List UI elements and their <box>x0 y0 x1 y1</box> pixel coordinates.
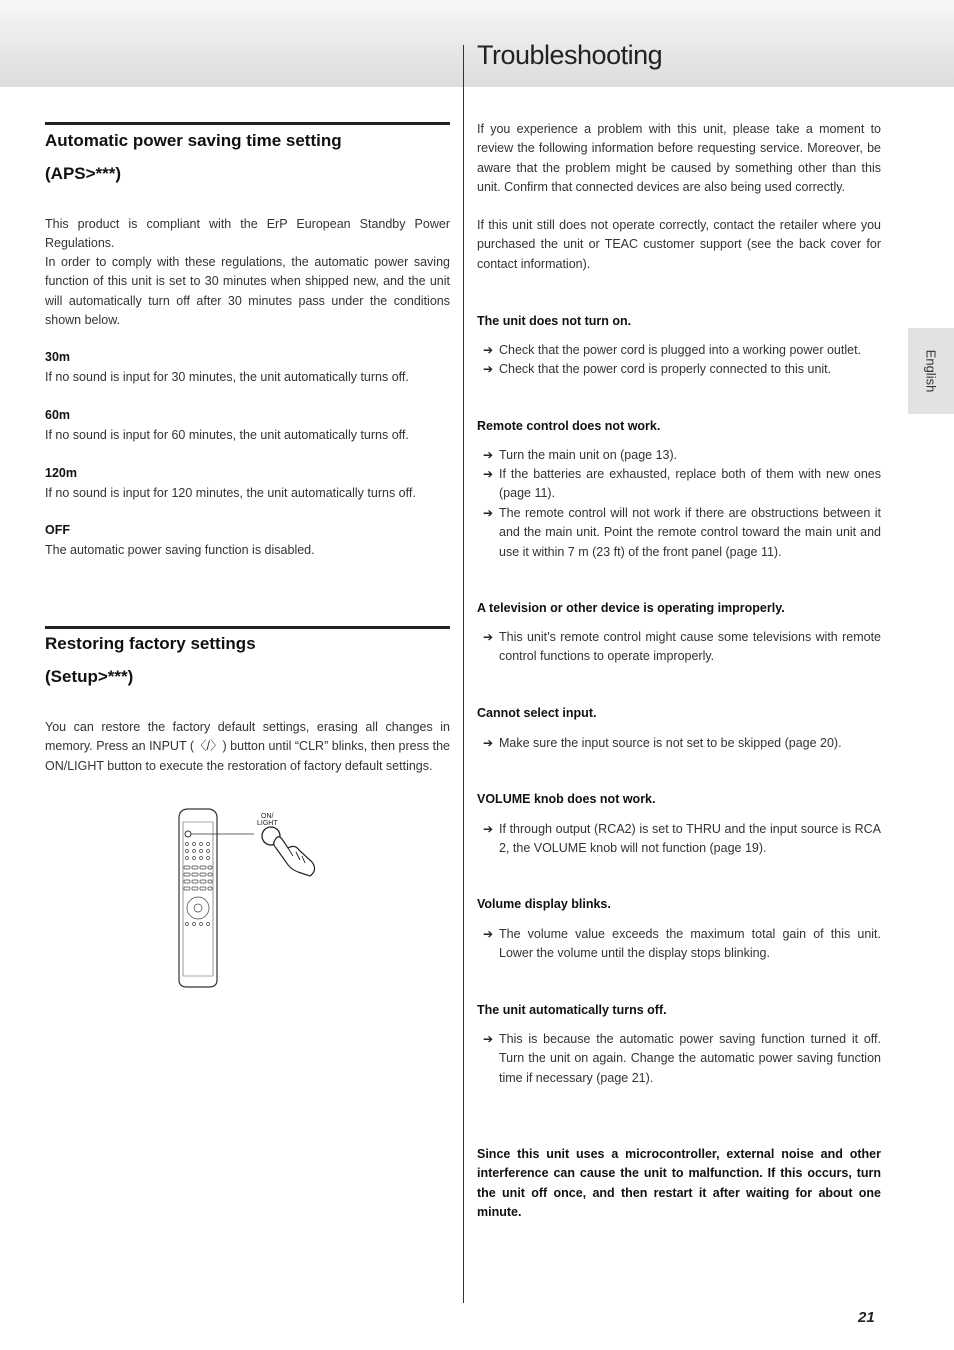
issue-item <box>483 465 881 504</box>
column-divider <box>463 45 464 1303</box>
section-rule-aps <box>45 122 450 125</box>
language-tab-label: English <box>923 349 939 393</box>
arrow-icon: ➔ <box>483 448 494 462</box>
issue-item <box>483 925 881 964</box>
on-light-label-2: LIGHT <box>257 820 278 827</box>
page-number: 21 <box>858 1309 875 1326</box>
issue-title: The unit does not turn on. <box>477 314 632 328</box>
issue-title: The unit automatically turns off. <box>477 1003 667 1017</box>
restore-heading-line2: (Setup>***) <box>45 667 134 686</box>
issue-item <box>483 341 881 360</box>
option-title: OFF <box>45 523 70 537</box>
issue-item <box>483 1030 881 1088</box>
option-title: 30m <box>45 350 71 364</box>
issue-item <box>483 628 881 667</box>
malfunction-warning: Since this unit uses a microcontroller, external noise and other interference can cause the unit to malfunction. If this occurs, turn the unit off once, and then restart it after waiting for about one minute. <box>477 1147 881 1219</box>
issue-title: Volume display blinks. <box>477 897 611 911</box>
option-title: 60m <box>45 408 71 422</box>
option-desc: If no sound is input for 120 minutes, the unit automatically turns off. <box>45 486 416 500</box>
aps-heading-line1: Automatic power saving time setting <box>45 131 342 150</box>
issue-item <box>483 734 881 753</box>
issue-item <box>483 446 881 465</box>
arrow-icon: ➔ <box>483 822 494 836</box>
remote-control-illustration <box>172 806 322 990</box>
language-tab <box>908 328 954 414</box>
issue-item-text: Check that the power cord is properly connected to this unit. <box>499 362 832 376</box>
restore-heading <box>45 634 256 687</box>
arrow-icon: ➔ <box>483 467 494 481</box>
restore-heading-line1: Restoring factory settings <box>45 634 256 653</box>
restore-body: You can restore the factory default settings, erasing all changes in memory. Press an INPUT (〈/〉) button until “CLR” blinks, then press the ON/LIGHT button to execute the restoration of factory default settings. <box>45 720 450 773</box>
trouble-intro-2: If this unit still does not operate correctly, contact the retailer where you purchased the unit or TEAC customer support (see the back cover for contact information). <box>477 218 881 271</box>
issue-item-text: Turn the main unit on (page 13). <box>499 448 678 462</box>
issue-item <box>483 820 881 859</box>
arrow-icon: ➔ <box>483 343 494 357</box>
section-rule-restore <box>45 626 450 629</box>
issue-item <box>483 360 881 379</box>
issue-item <box>483 504 881 562</box>
option-desc: If no sound is input for 30 minutes, the unit automatically turns off. <box>45 370 409 384</box>
aps-heading <box>45 131 342 184</box>
arrow-icon: ➔ <box>483 506 494 520</box>
arrow-icon: ➔ <box>483 1032 494 1046</box>
arrow-icon: ➔ <box>483 362 494 376</box>
page-title: Troubleshooting <box>477 40 663 70</box>
issue-title: Cannot select input. <box>477 706 597 720</box>
arrow-icon: ➔ <box>483 927 494 941</box>
issue-item-text: If through output (RCA2) is set to THRU and the input source is RCA 2, the VOLUME knob will not function (page 19). <box>499 822 881 856</box>
issue-item-text: The volume value exceeds the maximum total gain of this unit. Lower the volume until the display stops blinking. <box>499 927 881 961</box>
hand-pointer-icon <box>274 837 315 876</box>
issue-title: VOLUME knob does not work. <box>477 792 656 806</box>
issue-item-text: Check that the power cord is plugged into a working power outlet. <box>499 343 862 357</box>
option-desc: The automatic power saving function is disabled. <box>45 543 315 557</box>
option-desc: If no sound is input for 60 minutes, the unit automatically turns off. <box>45 428 409 442</box>
trouble-intro: If you experience a problem with this unit, please take a moment to review the following information before requesting service. Moreover, be aware that the problem might be caused by something other than this unit. Confirm that connected devices are also being used correctly. <box>477 122 881 194</box>
issue-item-text: If the batteries are exhausted, replace both of them with new ones (page 11). <box>499 467 881 501</box>
arrow-icon: ➔ <box>483 736 494 750</box>
aps-intro: This product is compliant with the ErP European Standby Power Regulations. <box>45 217 450 251</box>
issue-item-text: This unit’s remote control might cause some televisions with remote control functions to operate improperly. <box>499 630 881 664</box>
arrow-icon: ➔ <box>483 630 494 644</box>
on-light-label-1: ON/ <box>261 813 274 820</box>
issue-item-text: Make sure the input source is not set to be skipped (page 20). <box>499 736 842 750</box>
option-title: 120m <box>45 466 77 480</box>
issue-item-text: The remote control will not work if there are obstructions between it and the main unit. Point the remote control toward the main unit and use it within 7 m (23 ft) of the front panel (page 11). <box>499 506 881 559</box>
issue-title: A television or other device is operating improperly. <box>477 601 785 615</box>
aps-heading-line2: (APS>***) <box>45 164 122 183</box>
issue-title: Remote control does not work. <box>477 419 661 433</box>
issue-item-text: This is because the automatic power saving function turned it off. Turn the unit on again. Change the automatic power saving function time if necessary (page 21). <box>499 1032 881 1085</box>
aps-intro-2: In order to comply with these regulations, the automatic power saving function of this unit is set to 30 minutes when shipped new, and the unit will automatically turn off after 30 minutes pass under the conditions shown below. <box>45 255 450 327</box>
